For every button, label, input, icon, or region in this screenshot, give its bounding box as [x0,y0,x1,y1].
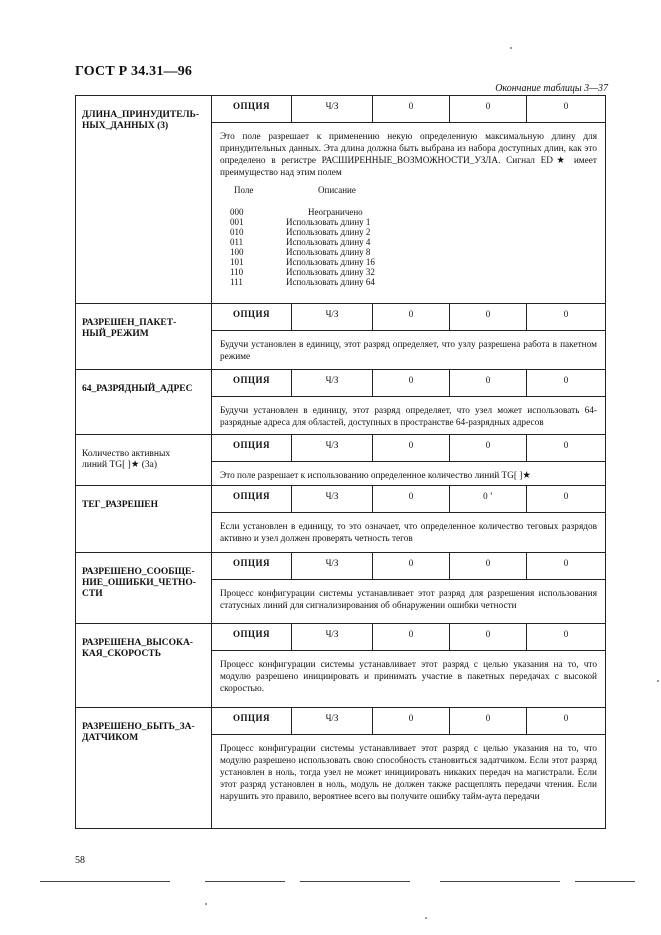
access-mode: Ч/З [292,435,373,461]
table-row [76,485,605,552]
field-type: ОПЦИЯ [212,624,292,650]
field-details [212,708,605,828]
scan-speck [510,47,512,49]
field-attributes [212,553,605,580]
field-type: ОПЦИЯ [212,96,292,122]
field-description: Процесс конфигурации системы устанавливает этот разряд с целью указания на то, что модулю разрешено инициировать и принимать участие в пакетных передачах с высокой скоростью. [220,660,597,694]
length-table-row [230,257,597,267]
page-number: 58 [75,855,85,866]
default-value-2: 0 [450,435,527,461]
access-mode: Ч/З [292,370,373,396]
access-mode: Ч/З [292,553,373,579]
column-header-field: Поле [234,185,254,195]
field-details [212,304,605,369]
field-name: РАЗРЕШЕН_ПАКЕТ- НЫЙ_РЕЖИМ [76,304,212,369]
length-description: Использовать длину 4 [286,237,371,247]
default-value-3: 0 [563,629,569,639]
default-value-2: 0 [450,624,527,650]
field-details [212,486,605,552]
field-description: Если установлен в единицу, то это означает, что определенное количество теговых разрядов активно и узел должен проверять четность тегов [220,522,597,544]
default-value-3: 0 [563,309,569,319]
length-code: 111 [230,277,243,287]
footer-divider [40,881,170,882]
default-value-3: 0 [563,375,569,385]
field-attributes [212,708,605,735]
footer-divider [205,881,285,882]
field-details [212,435,605,485]
field-details [212,370,605,434]
default-value-3: 0 [563,558,569,568]
length-code: 100 [230,247,244,257]
default-value-1: 0 [373,553,450,579]
field-description: Это поле разрешает к применению некую определенную максимальную длину для принудительных данных. Эта длина должна быть выбрана из набора доступных длин, как это определено в регистре РАСШИРЕННЫЕ_ВОЗМОЖНОСТИ_УЗЛА. Сигнал ED★ имеет преимущество над этим полем [220,132,597,178]
field-name: РАЗРЕШЕНА_ВЫСОКА- КАЯ_СКОРОСТЬ [76,624,212,707]
length-description: Использовать длину 8 [286,247,371,257]
table-row [76,369,605,434]
default-value-3: 0 [563,491,569,501]
default-value-1: 0 [373,435,450,461]
length-code: 010 [230,227,244,237]
length-table-row [230,217,597,227]
field-description: Будучи установлен в единицу, этот разряд определяет, что узлу разрешена работа в пакетном режиме [220,340,597,362]
length-description: Использовать длину 2 [286,227,371,237]
table-row [76,623,605,707]
field-name: РАЗРЕШЕНО_БЫТЬ_ЗА- ДАТЧИКОМ [76,708,212,828]
footer-divider [575,881,635,882]
field-attributes [212,624,605,651]
footer-divider [440,881,560,882]
field-type: ОПЦИЯ [212,304,292,330]
field-details [212,96,605,303]
length-code: 011 [230,237,244,247]
length-description: Использовать длину 16 [286,257,375,267]
access-mode: Ч/З [292,486,373,512]
column-header-description: Описание [318,185,356,195]
default-value-2: 0 [450,708,527,734]
field-name: РАЗРЕШЕНО_СООБЩЕ- НИЕ_ОШИБКИ_ЧЕТНО- СТИ [76,553,212,623]
document-title: ГОСТ Р 34.31—96 [75,64,193,79]
access-mode: Ч/З [292,304,373,330]
field-attributes [212,370,605,397]
field-type: ОПЦИЯ [212,486,292,512]
access-mode: Ч/З [292,708,373,734]
field-attributes [212,304,605,331]
length-code: 101 [230,257,244,267]
default-value-1: 0 [373,370,450,396]
default-value-2: 0 [450,304,527,330]
scan-speck [425,917,427,919]
length-table-row [230,237,597,247]
default-value-1: 0 [373,304,450,330]
default-value-2: 0 [450,96,527,122]
default-value-1: 0 [373,708,450,734]
default-value-2: 0 [450,553,527,579]
scan-speck [657,680,659,682]
field-description: Процесс конфигурации системы устанавливает этот разряд для разрешения использования статусных линий для сигнализирования об обнаружении ошибки четности [220,589,597,611]
table-row [76,707,605,828]
length-description: Использовать длину 64 [286,277,375,287]
length-table-row [230,267,597,277]
table-row [76,552,605,623]
field-description: Это поле разрешает к использованию определенное количество линий TG[ ]★ [220,471,531,481]
length-table-row [230,227,597,237]
field-name: Количество активных линий TG[ ]★ (3а) [76,435,212,485]
length-table-row [230,247,597,257]
field-name: 64_РАЗРЯДНЫЙ_АДРЕС [76,370,212,434]
default-value-2: 0 ʼ [450,486,527,512]
field-description: Процесс конфигурации системы устанавливает этот разряд с целью указания на то, что модулю разрешено использовать свою способность становиться задатчиком. Если этот разряд установлен в ноль, тогда узел не может инициировать никаких передач на магистрали. Если этот разряд установлен в ноль, модуль не должен также расщеплять передачи чтения. Если нарушить это правило, вероятнее всего вы получите ошибку тайм-аута передачи [220,744,597,802]
default-value-2: 0 [450,370,527,396]
field-details [212,624,605,707]
default-value-3: 0 [563,713,569,723]
length-description: Использовать длину 32 [286,267,375,277]
table-row [76,303,605,369]
footer-divider [300,881,410,882]
length-description: Неограничено [308,207,363,217]
field-type: ОПЦИЯ [212,370,292,396]
length-code: 000 [230,207,244,217]
default-value-1: 0 [373,486,450,512]
field-attributes [212,486,605,513]
access-mode: Ч/З [292,96,373,122]
field-name: ДЛИНА_ПРИНУДИТЕЛЬ- НЫХ_ДАННЫХ (3) [76,96,212,303]
register-table [75,95,606,829]
length-table-row [230,207,597,217]
table-row [76,95,605,303]
field-type: ОПЦИЯ [212,435,292,461]
length-code: 001 [230,217,244,227]
field-attributes [212,96,605,123]
table-continuation-caption: Окончание таблицы 3—37 [495,83,608,94]
field-type: ОПЦИЯ [212,553,292,579]
default-value-3: 0 [563,440,569,450]
access-mode: Ч/З [292,624,373,650]
length-code: 110 [230,267,244,277]
default-value-3: 0 [563,101,569,111]
field-attributes [212,435,605,462]
length-table-row [230,277,597,287]
field-name: ТЕГ_РАЗРЕШЕН [76,486,212,552]
field-details [212,553,605,623]
length-description: Использовать длину 1 [286,217,371,227]
field-description: Будучи установлен в единицу, этот разряд определяет, что узел может использовать 64-разрядные адреса для областей, доступных в пространстве 64-разрядных адресов [220,406,597,428]
length-encoding-table [212,185,605,295]
table-row [76,434,605,485]
scan-speck [205,903,207,905]
default-value-1: 0 [373,624,450,650]
field-type: ОПЦИЯ [212,708,292,734]
default-value-1: 0 [373,96,450,122]
length-table-header [230,185,597,195]
